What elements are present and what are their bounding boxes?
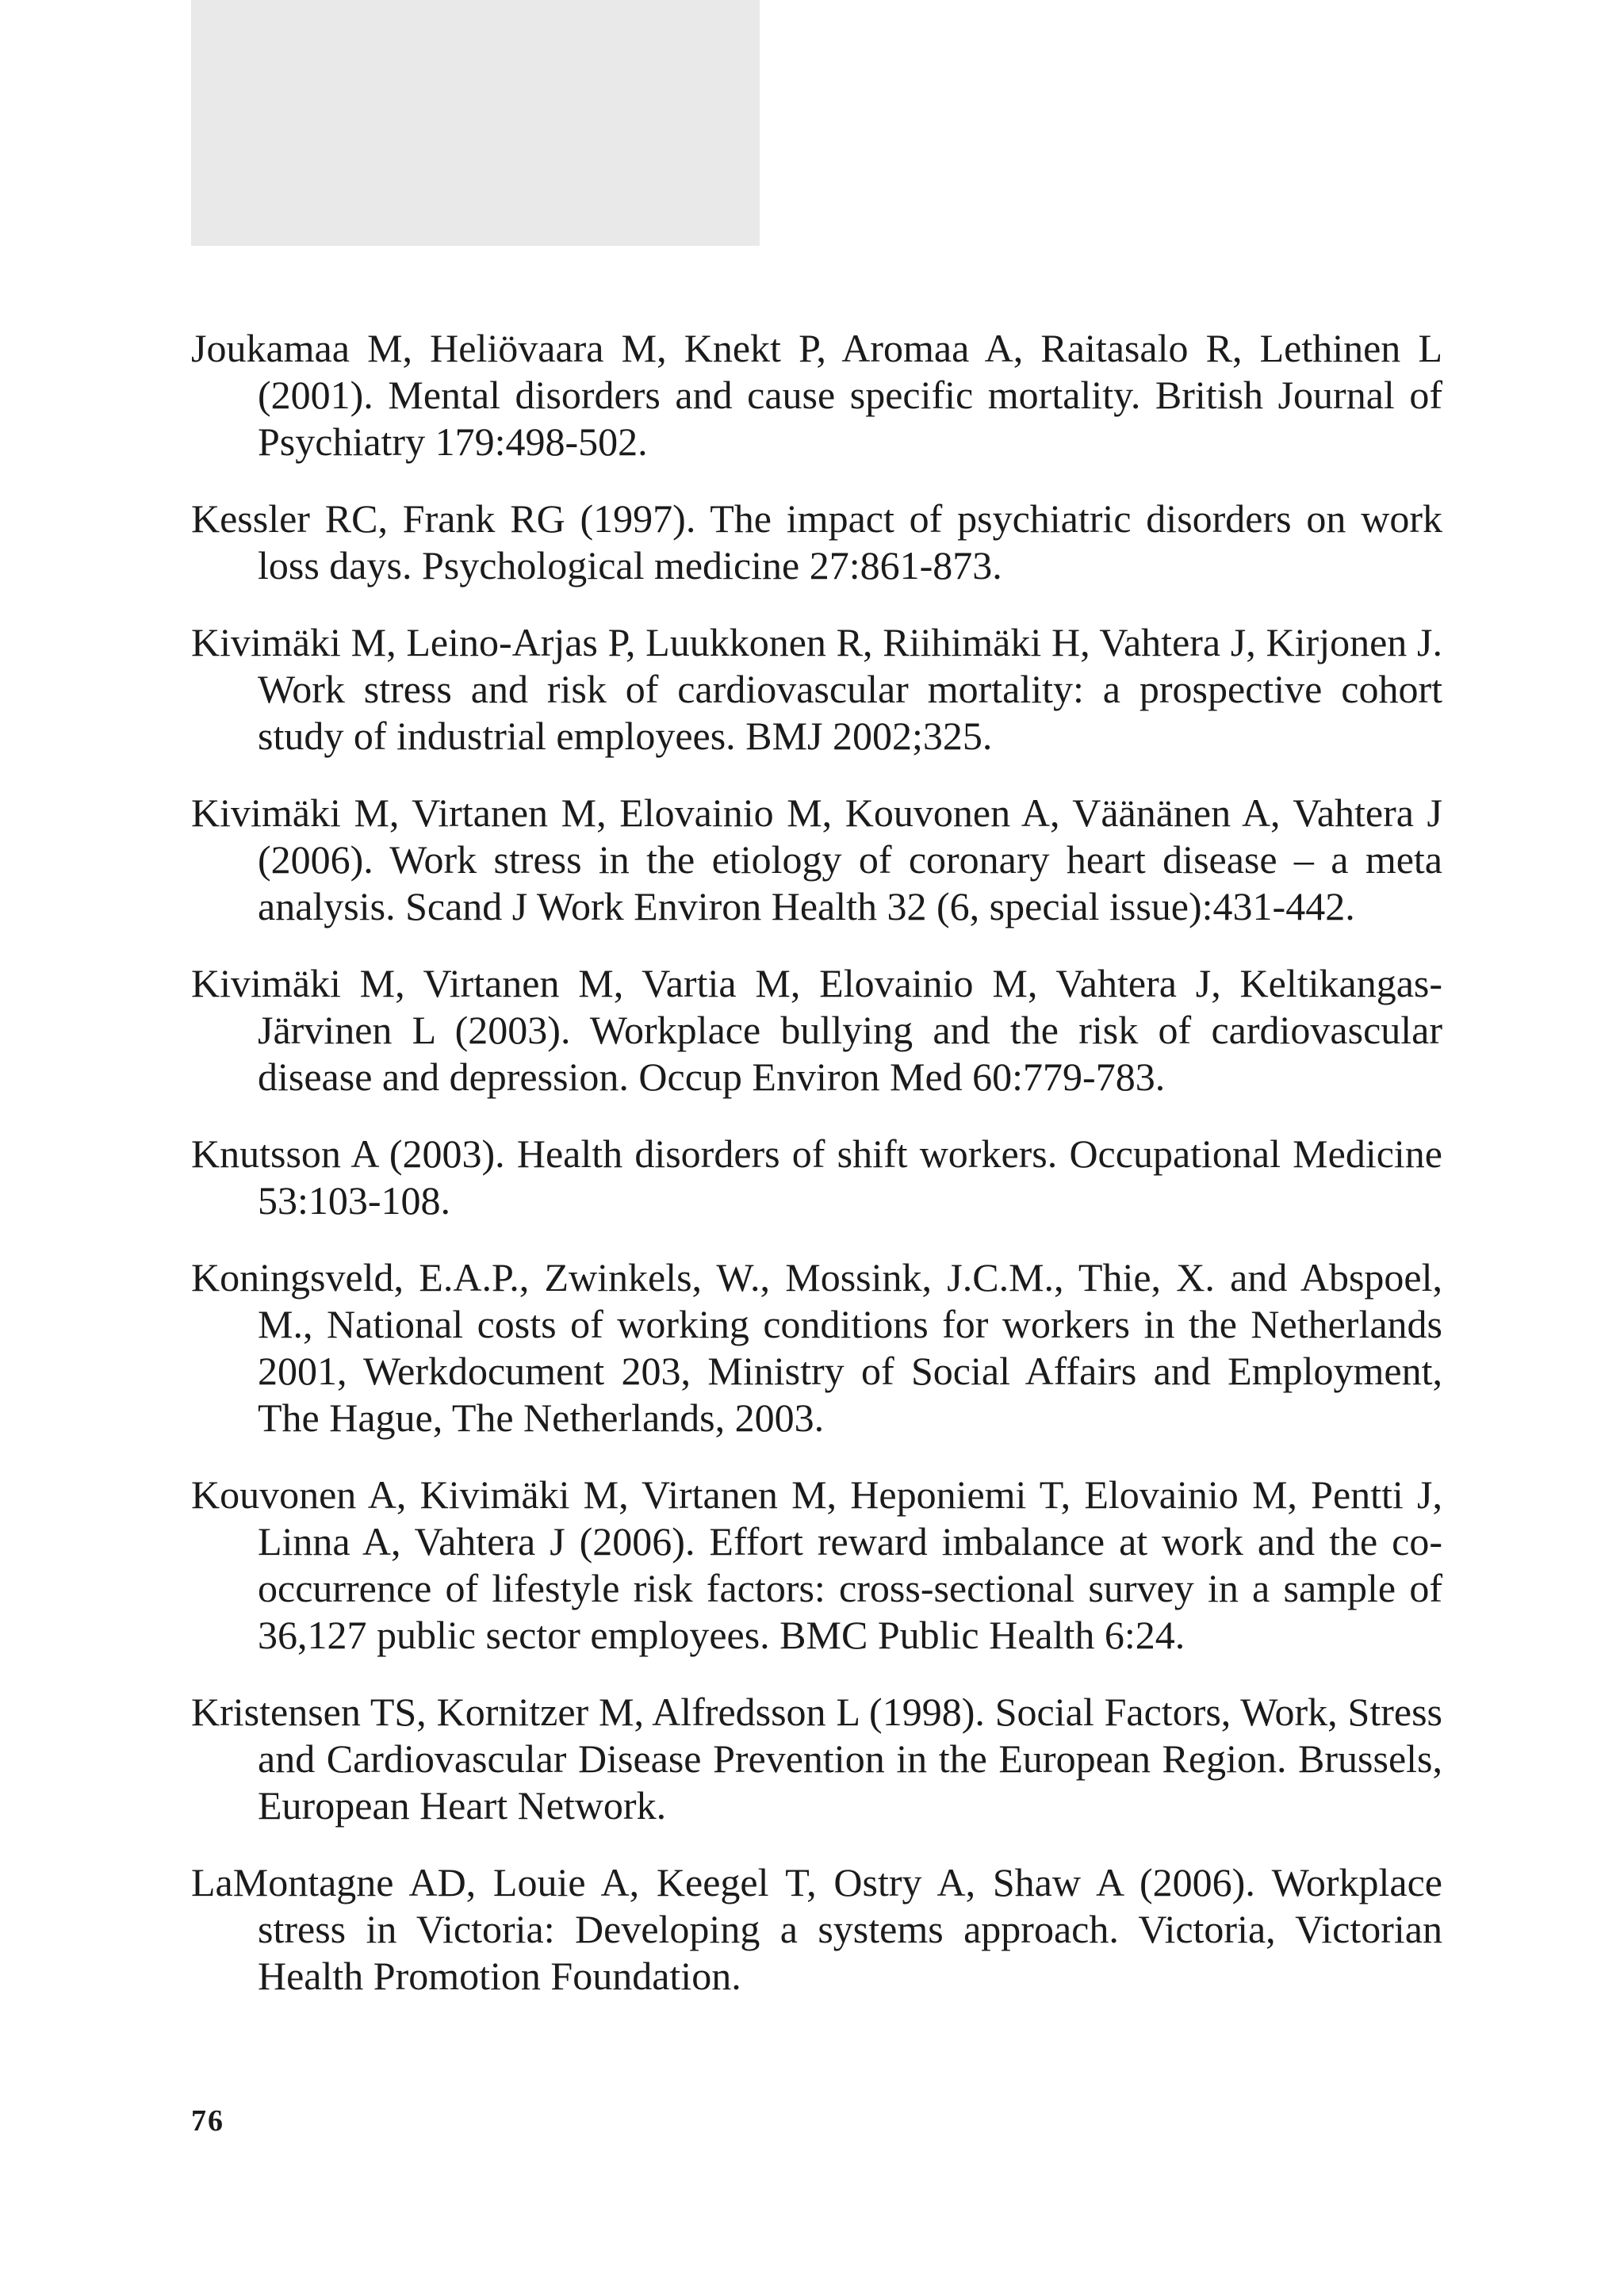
reference-item: Koningsveld, E.A.P., Zwinkels, W., Mossink, J.C.M., Thie, X. and Abspoel, M., National costs of working conditions for workers in the Netherlands 2001, Werkdocument 203, Ministry of Social Affairs and Employment, The Hague, The Netherlands, 2003.: [191, 1255, 1442, 1440]
reference-item: Kristensen TS, Kornitzer M, Alfredsson L (1998). Social Factors, Work, Stress and Cardiovascular Disease Prevention in the European Region. Brussels, European Heart Network.: [191, 1690, 1442, 1828]
corner-decoration-block: [191, 0, 760, 246]
reference-item: Kivimäki M, Virtanen M, Elovainio M, Kouvonen A, Väänänen A, Vahtera J (2006). Work stress in the etiology of coronary heart disease – a meta analysis. Scand J Work Environ Health 32 (6, special issue):431-442.: [191, 790, 1442, 928]
reference-item: Kivimäki M, Virtanen M, Vartia M, Elovainio M, Vahtera J, Keltikangas-Järvinen L (2003). Workplace bullying and the risk of cardiovascular disease and depression. Occup Environ Med 60:779-783.: [191, 961, 1442, 1099]
reference-item: Kessler RC, Frank RG (1997). The impact of psychiatric disorders on work loss days. Psychological medicine 27:861-873.: [191, 496, 1442, 588]
reference-item: Knutsson A (2003). Health disorders of shift workers. Occupational Medicine 53:103-108.: [191, 1131, 1442, 1223]
reference-item: LaMontagne AD, Louie A, Keegel T, Ostry A, Shaw A (2006). Workplace stress in Victoria: Developing a systems approach. Victoria, Victorian Health Promotion Foundation.: [191, 1860, 1442, 1998]
reference-list: [191, 325, 1442, 2030]
reference-item: Kivimäki M, Leino-Arjas P, Luukkonen R, Riihimäki H, Vahtera J, Kirjonen J. Work stress and risk of cardiovascular mortality: a prospective cohort study of industrial employees. BMJ 2002;325.: [191, 620, 1442, 758]
reference-item: Joukamaa M, Heliövaara M, Knekt P, Aromaa A, Raitasalo R, Lethinen L (2001). Mental disorders and cause specific mortality. British Journal of Psychiatry 179:498-502.: [191, 326, 1442, 464]
reference-item: Kouvonen A, Kivimäki M, Virtanen M, Heponiemi T, Elovainio M, Pentti J, Linna A, Vahtera J (2006). Effort reward imbalance at work and the co-occurrence of lifestyle risk factors: cross-sectional survey in a sample of 36,127 public sector employees. BMC Public Health 6:24.: [191, 1472, 1442, 1657]
page-number: 76: [191, 2104, 224, 2138]
